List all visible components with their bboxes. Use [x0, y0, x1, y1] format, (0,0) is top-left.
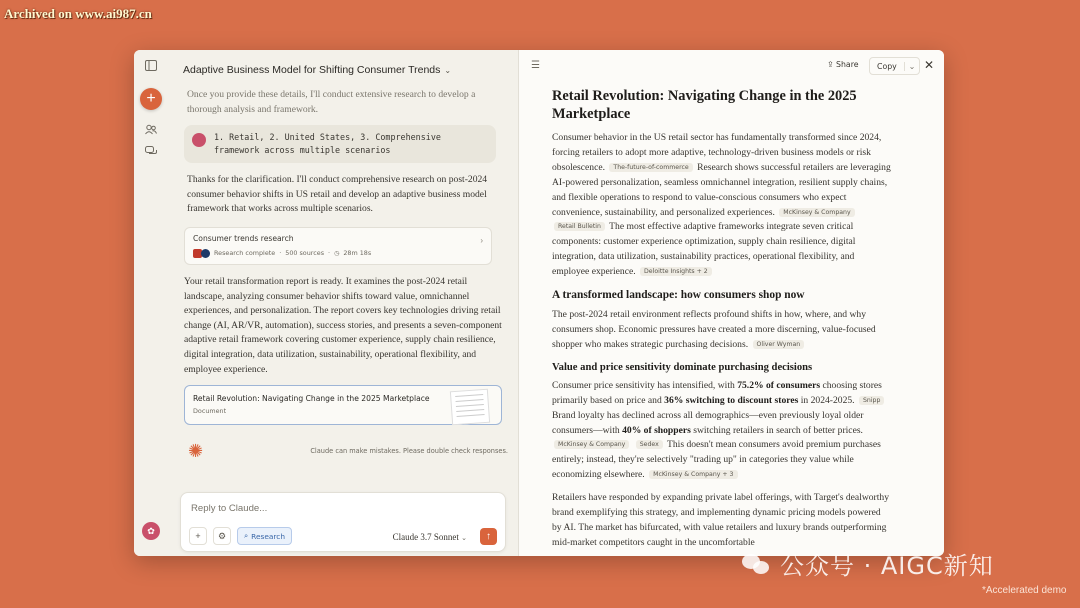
source-logo-icon	[201, 249, 210, 258]
document-thumbnail	[450, 389, 490, 426]
wechat-watermark-text: 公众号 · AIGC新知	[780, 552, 994, 580]
citation-chip[interactable]: Oliver Wyman	[753, 340, 805, 349]
close-icon[interactable]: ✕	[924, 58, 935, 72]
archive-watermark: Archived on www.ai987.cn	[4, 6, 152, 21]
subsection-heading: Value and price sensitivity dominate purchasing decisions	[552, 361, 813, 373]
document-artifact-card[interactable]	[184, 385, 502, 425]
research-status: Research complete	[214, 249, 276, 258]
chevron-down-icon: ⌄	[444, 65, 452, 75]
share-label: Share	[836, 60, 859, 69]
text-run: The most effective adaptive frameworks integrate seven critical components: customer experience optimization, supply chain resilience, digital integration, data utilization, sustainability practices, operational flexibility, and employee experience.	[552, 221, 856, 278]
model-selector[interactable]	[393, 532, 467, 542]
text-run: Brand loyalty has declined across all demographics—even previously loyal older consumers—with	[552, 409, 864, 436]
document-heading: Retail Revolution: Navigating Change in the 2025 Marketplace	[552, 88, 857, 122]
app-window	[134, 50, 944, 556]
plus-icon[interactable]: +	[140, 88, 162, 110]
disclaimer-row	[188, 442, 508, 460]
assistant-reply: Thanks for the clarification. I'll conduct comprehensive research on post-2024 consumer behavior shifts in US retail and develop an adaptive business model framework that works across multiple scenarios.	[187, 174, 488, 215]
share-icon: ⇪	[827, 60, 834, 69]
search-icon: ⌕	[244, 531, 249, 540]
text-run: in 2024-2025.	[800, 394, 855, 406]
bold-stat: 40% of shoppers	[622, 424, 691, 436]
report-summary: Your retail transformation report is ready. It examines the post-2024 retail landscape, analyzing consumer behavior shifts toward value, omnichannel experiences, and personalization. The report covers key technologies driving retail change (AI, AR/VR, automation), success stories, and presents a seven-component adaptive retail framework covering customer experience, supply chain resilience, digital integration, data utilization, sustainability, operational flexibility, and employee experience.	[184, 275, 502, 375]
demo-note: *Accelerated demo	[982, 585, 1067, 596]
user-message-text: 1. Retail, 2. United States, 3. Comprehensive framework across multiple scenarios	[214, 132, 441, 156]
research-card-meta	[193, 249, 483, 258]
citation-chip[interactable]: Retail Bulletin	[554, 222, 605, 231]
citation-chip[interactable]: Deloitte Insights + 2	[640, 267, 712, 276]
meta-separator: ·	[279, 249, 282, 258]
meta-separator: ·	[328, 249, 331, 258]
bold-stat: 75.2% of consumers	[737, 379, 821, 391]
conversation-title-text: Adaptive Business Model for Shifting Consumer Trends	[183, 64, 441, 76]
user-message	[184, 125, 496, 163]
copy-button[interactable]	[869, 57, 920, 75]
input-toolbar	[189, 527, 292, 545]
paragraph	[552, 379, 892, 483]
research-status-card[interactable]	[184, 227, 492, 265]
model-name: Claude 3.7 Sonnet	[392, 532, 459, 542]
left-rail	[134, 50, 168, 556]
artifact-panel	[519, 50, 944, 556]
text-run: Consumer price sensitivity has intensified, with	[552, 379, 735, 391]
section-heading: A transformed landscape: how consumers shop now	[552, 289, 805, 302]
assistant-intro: Once you provide these details, I'll conduct extensive research to develop a thorough analysis and framework.	[187, 89, 476, 115]
chat-panel	[168, 50, 519, 556]
text-run: The post-2024 retail environment reflects profound shifts in how, where, and why consumers shop. Economic pressures have created a more discerning, value-focused shopper who makes strategic purchasing decisions.	[552, 309, 876, 350]
claude-spark-icon: ✺	[188, 441, 204, 461]
research-toggle-button[interactable]	[237, 527, 292, 545]
citation-chip[interactable]: Snipp	[859, 396, 884, 405]
artifact-document	[552, 88, 892, 554]
people-icon[interactable]	[145, 124, 157, 138]
paragraph	[552, 308, 892, 353]
message-list	[184, 88, 502, 425]
clock-icon: ◷	[334, 249, 340, 257]
list-icon[interactable]: ☰	[531, 60, 540, 71]
citation-chip[interactable]: Sedex	[636, 440, 663, 449]
citation-chip[interactable]: McKinsey & Company	[779, 208, 854, 217]
sidebar-icon[interactable]	[145, 60, 157, 74]
text-run: switching retailers in search of better prices.	[693, 424, 863, 436]
text-run: This doesn't mean consumers avoid premium purchases entirely; instead, they're selectively "trading up" in categories they value while economizing elsewhere.	[552, 439, 881, 481]
paragraph: Retailers have responded by expanding private label offerings, with Target's dealworthy brand exemplifying this strategy, and implementing dynamic pricing models powered by AI. The market has bifurcated, with value retailers and luxury brands outperforming mid-market competitors caught in the uncomfortable	[552, 492, 890, 548]
send-button[interactable]: ↑	[480, 528, 497, 545]
user-message-avatar	[192, 133, 206, 147]
text-run: choosing stores primarily based on price and	[552, 379, 882, 406]
paragraph	[552, 131, 892, 280]
document-type: Document	[193, 407, 227, 416]
research-sources: 500 sources	[285, 249, 325, 258]
text-run: Consumer behavior in the US retail sector has fundamentally transformed since 2024, forcing retailers to adopt more adaptive, technology-driven business models or risk obsolescence.	[552, 132, 882, 173]
bold-stat: 36% switching to discount stores	[664, 394, 799, 406]
citation-chip[interactable]: McKinsey & Company + 3	[649, 470, 737, 479]
research-toggle-label: Research	[251, 531, 286, 541]
research-duration: 28m 18s	[343, 249, 372, 258]
wechat-watermark	[742, 546, 994, 581]
chevron-right-icon: ›	[480, 235, 483, 245]
document-title: Retail Revolution: Navigating Change in the 2025 Marketplace	[193, 394, 430, 404]
user-avatar[interactable]: ✿	[142, 522, 160, 540]
chevron-down-icon: ⌄	[461, 534, 467, 542]
conversation-title[interactable]	[183, 64, 451, 76]
citation-chip[interactable]: McKinsey & Company	[554, 440, 629, 449]
disclaimer-text: Claude can make mistakes. Please double check responses.	[310, 447, 508, 455]
share-button[interactable]	[827, 60, 859, 69]
citation-chip[interactable]: The-future-of-commerce	[609, 163, 692, 172]
attach-plus-icon[interactable]: +	[189, 527, 207, 545]
wechat-logo-icon	[742, 552, 772, 576]
chat-bubbles-icon[interactable]	[145, 146, 157, 160]
reply-input-box[interactable]	[180, 492, 506, 552]
research-card-title: Consumer trends research	[193, 233, 294, 243]
reply-input[interactable]: Reply to Claude...	[191, 503, 268, 514]
chevron-down-icon[interactable]: ⌄	[904, 62, 920, 71]
text-run: Research shows successful retailers are leveraging AI-powered personalization, seamless omnichannel integration, resilient supply chains, and flexible operations to respond to value-conscious consumers who expect convenience, sustainability, and personalized experiences.	[552, 161, 891, 218]
sliders-icon[interactable]: ⚙	[213, 527, 231, 545]
copy-label: Copy	[877, 61, 897, 71]
artifact-toolbar	[519, 50, 944, 80]
